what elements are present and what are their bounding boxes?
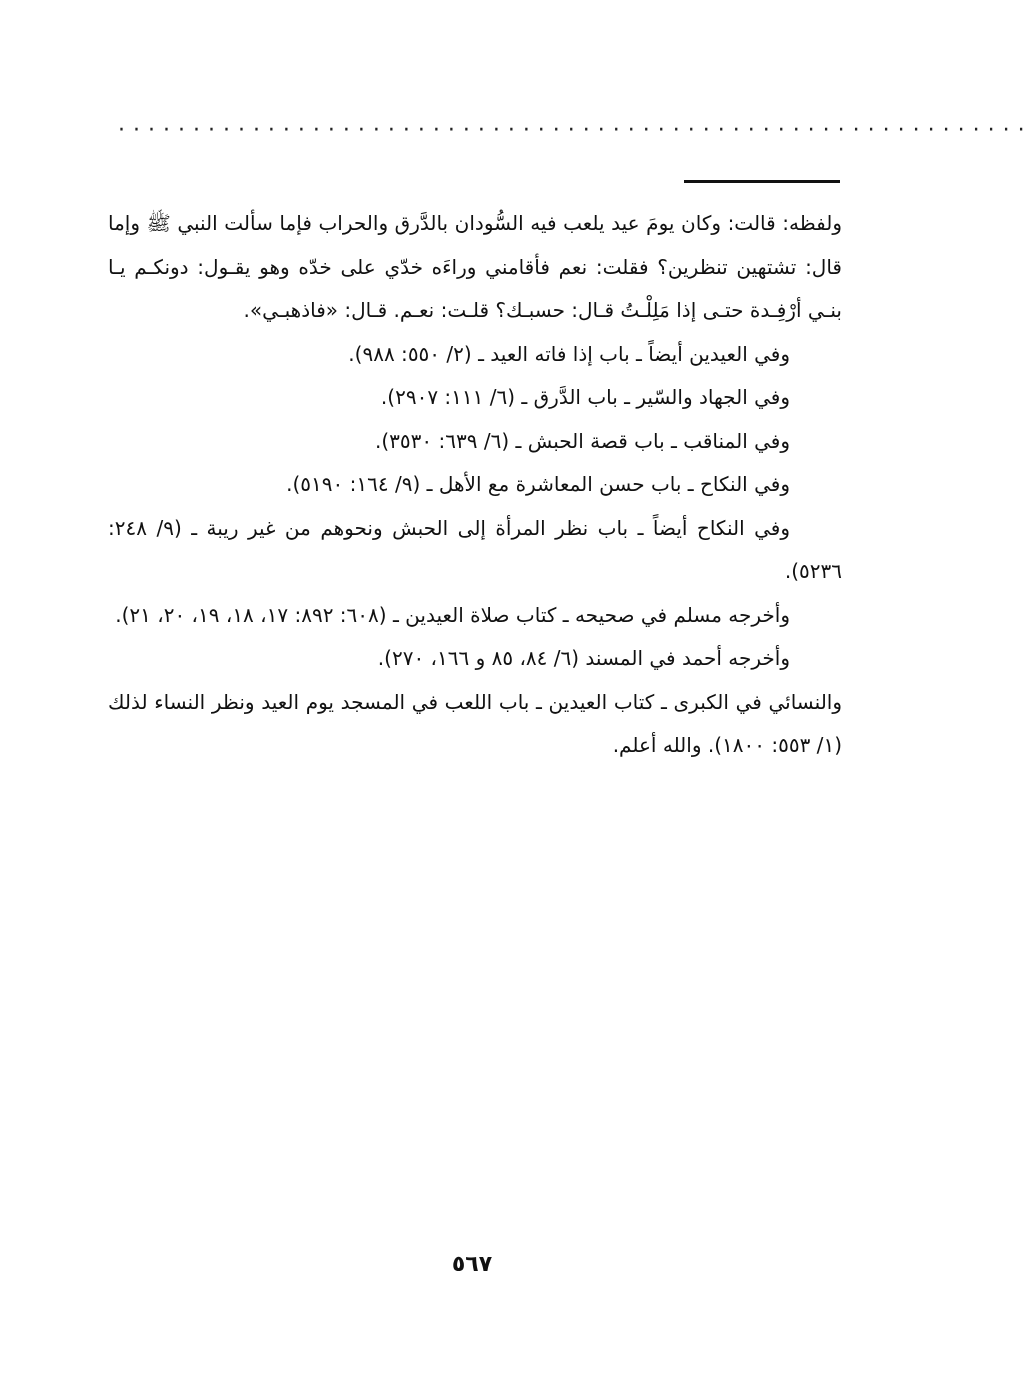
footnote-paragraph: وأخرجه مسلم في صحيحه ـ كتاب صلاة العيدين ـ (٦٠٨: ٨٩٢: ١٧، ١٨، ١٩، ٢٠، ٢١). [115,602,790,627]
footnote-paragraph: وفي المناقب ـ باب قصة الحبش ـ (٦/ ٦٣٩: ٣٥٣٠). [374,428,790,453]
footnotes-section [108,202,842,768]
footnote-paragraph: ولفظه: قالت: وكان يومَ عيد يلعب فيه السُّودان بالدَّرق والحراب فإما سألت النبي ﷺ وإما قال: تشتهين تنظرين؟ فقلت: نعم فأقامني وراءَه خدّي على خدّه وهو يقـول: دونكـم يـا بنـي أرْفِـدة حتـى إذا مَلِلْـتُ قـال: حسبـك؟ قلـت: نعـم. قـال: «فاذهبـي». [108,211,842,322]
footnote-paragraph: والنسائي في الكبرى ـ كتاب العيدين ـ باب اللعب في المسجد يوم العيد ونظر النساء لذلك (١/ ٥٥٣: ١٨٠٠). والله أعلم. [108,689,842,757]
page-number: ٥٦٧ [451,1252,493,1277]
dotted-separator: ····························································· [118,118,1033,143]
footnote-paragraph: وفي العيدين أيضاً ـ باب إذا فاته العيد ـ (٢/ ٥٥٠: ٩٨٨). [348,341,790,366]
footnote-paragraph: وفي الجهاد والسّير ـ باب الدَّرق ـ (٦/ ١١١: ٢٩٠٧). [380,385,790,409]
footnote-paragraph: وأخرجه أحمد في المسند (٦/ ٨٤، ٨٥ و ١٦٦، ٢٧٠). [377,646,790,670]
footnote-paragraph: وفي النكاح ـ باب حسن المعاشرة مع الأهل ـ (٩/ ١٦٤: ٥١٩٠). [286,472,790,496]
footnote-paragraph: وفي النكاح أيضاً ـ باب نظر المرأة إلى الحبش ونحوهم من غير ريبة ـ (٩/ ٢٤٨: ٥٢٣٦). [108,515,842,583]
footnote-rule [684,180,840,183]
